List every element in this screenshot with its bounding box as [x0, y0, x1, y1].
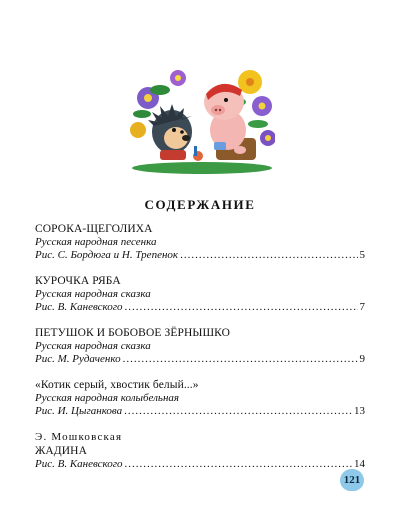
pig-figure [204, 84, 256, 160]
dot-leader [180, 249, 357, 262]
contents-entry [35, 274, 365, 314]
contents-heading: СОДЕРЖАНИЕ [144, 197, 256, 212]
toy-object [193, 146, 203, 161]
dot-leader [125, 458, 353, 471]
hedgehog-pig-flowers-illustration [130, 68, 275, 176]
contents-entry [35, 378, 365, 418]
entry-illustrator-line[interactable] [35, 353, 365, 366]
contents-entry [35, 222, 365, 262]
page-number-badge: 121 [340, 469, 364, 491]
entry-subtitle: Русская народная песенка [35, 236, 157, 248]
entry-author: Э. Мошковская [35, 431, 123, 443]
dot-leader [125, 301, 358, 314]
entry-page-number: 13 [354, 405, 365, 417]
entry-subtitle: Русская народная сказка [35, 340, 151, 352]
contents-list [35, 222, 365, 483]
entry-subtitle: Русская народная колыбельная [35, 392, 180, 404]
entry-title: ПЕТУШОК И БОБОВОЕ ЗЁРНЫШКО [35, 327, 231, 339]
contents-entry [35, 430, 365, 471]
hedgehog-figure [148, 104, 192, 160]
entry-illustrator: Рис. В. Каневского [35, 458, 123, 470]
entry-title: «Котик серый, хвостик белый...» [35, 379, 199, 391]
entry-page-number: 14 [354, 458, 365, 470]
entry-illustrator-line[interactable] [35, 458, 365, 471]
entry-page-number: 7 [359, 301, 365, 313]
entry-illustrator: Рис. В. Каневского [35, 301, 123, 313]
entry-title: ЖАДИНА [35, 445, 87, 457]
entry-page-number: 9 [359, 353, 365, 365]
entry-illustrator: Рис. С. Бордюга и Н. Трепенок [35, 249, 179, 261]
dot-leader [124, 405, 352, 418]
entry-illustrator: Рис. М. Рудаченко [35, 353, 121, 365]
dot-leader [123, 353, 358, 366]
entry-illustrator-line[interactable] [35, 249, 365, 262]
entry-illustrator-line[interactable] [35, 405, 365, 418]
entry-title: СОРОКА-ЩЕГОЛИХА [35, 223, 153, 235]
entry-illustrator: Рис. И. Цыганкова [35, 405, 123, 417]
entry-subtitle: Русская народная сказка [35, 288, 151, 300]
contents-entry [35, 326, 365, 366]
entry-page-number: 5 [359, 249, 365, 261]
entry-illustrator-line[interactable] [35, 301, 365, 314]
entry-title: КУРОЧКА РЯБА [35, 275, 121, 287]
